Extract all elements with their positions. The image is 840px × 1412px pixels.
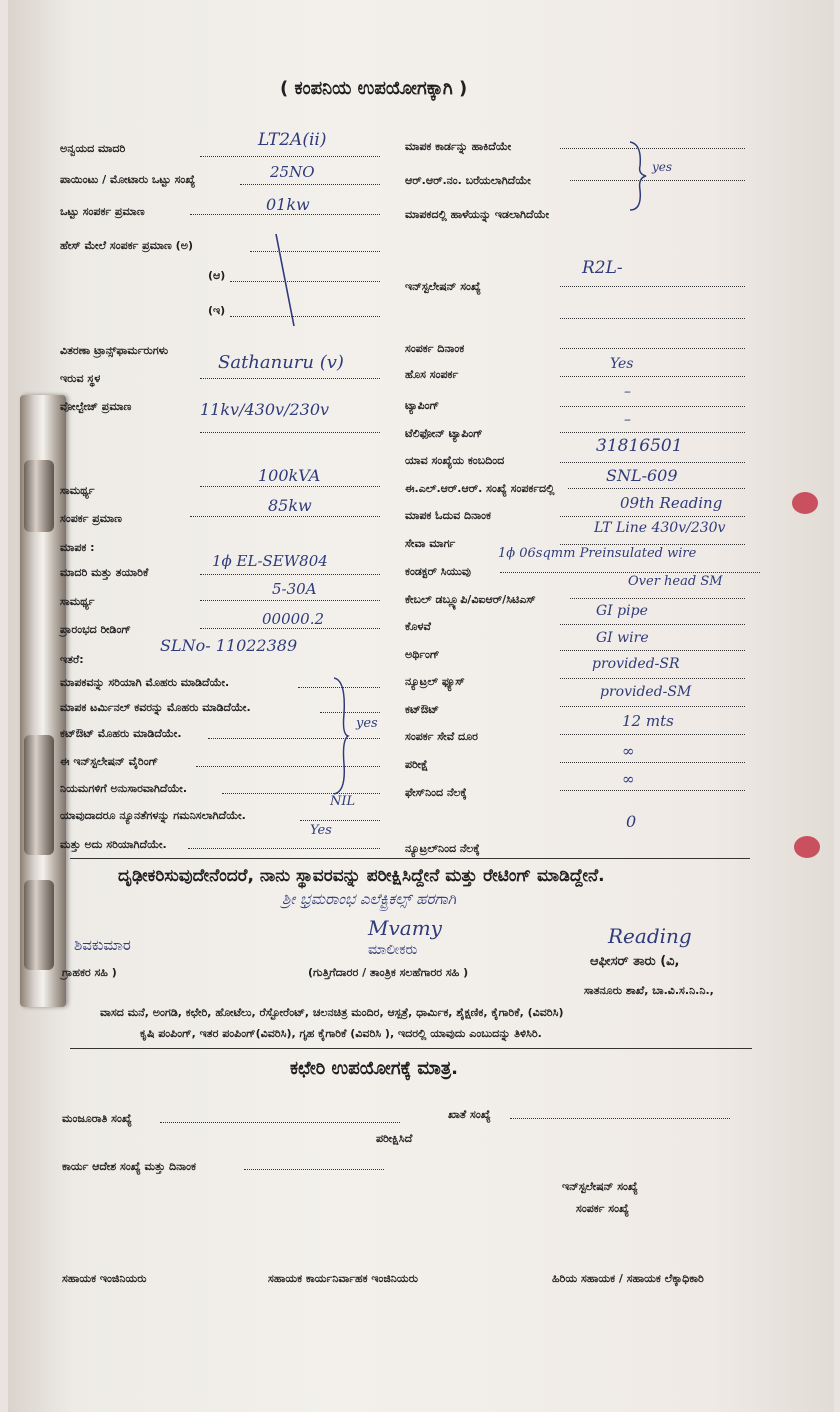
conductor-size-value: 1ϕ 06sqmm Preinsulated wire [498, 546, 697, 561]
load-points-line [240, 184, 380, 185]
phase-earth-label: ಫೇಸ್‌ನಿಂದ ನೆಲಕ್ಕೆ [405, 786, 467, 799]
page-title: ( ಕಂಪನಿಯ ಉಪಯೋಗಕ್ಕಾಗಿ ) [280, 78, 468, 99]
total-load-value: 01kw [266, 195, 310, 214]
note-value: SLNo- 11022389 [160, 636, 298, 655]
service-distance-value: 12 mts [622, 712, 674, 730]
phase-load-strike-mark [270, 230, 300, 330]
meter-card-label: ಮಾಪಕ ಕಾರ್ಡನ್ನು ಹಾಕಿದೆಯೇ [405, 140, 512, 153]
meter-capacity-label: ಸಾಮರ್ಥ್ಯ [60, 595, 95, 608]
certification-statement: ದೃಢೀಕರಿಸುವುದೇನೆಂದರೆ, ನಾನು ಸ್ಥಾವರವನ್ನು ಪರೀಕ್ಷಿಸಿದ್ದೇನೆ ಮತ್ತು ರೇಟಿಂಗ್ ಮಾಡಿದ್ದೇನೆ. [118, 866, 605, 886]
cutout-label: ಕಟ್‌ಔಟ್ [405, 703, 439, 716]
service-distance-label: ಸಂಪರ್ಕ ಸೇವೆ ದೂರ [405, 730, 478, 743]
capacity-label: ಸಾಮರ್ಥ್ಯ [60, 484, 95, 497]
check-line-3 [208, 738, 380, 739]
assistant-engineer-label: ಸಹಾಯಕ ಇಂಜಿನಿಯರು [62, 1272, 147, 1285]
tapping-label: ಟ್ಯಾಪಿಂಗ್ [405, 399, 440, 412]
installation-no-line [560, 286, 745, 287]
phase-load-c-label: (ಇ) [208, 304, 226, 317]
from-which-no-value: 31816501 [596, 436, 683, 456]
tapping-value: – [624, 384, 631, 400]
total-load-line [190, 214, 380, 215]
neutral-earth-label: ನ್ಯೂಟ್ರಲ್‌ನಿಂದ ನೆಲಕ್ಕೆ [405, 842, 480, 855]
office-installation-no-label: ಇನ್‌ಸ್ಟಲೇಷನ್ ಸಂಖ್ಯೆ [562, 1180, 638, 1193]
rr-written-line [570, 180, 745, 181]
work-order-line [244, 1169, 384, 1170]
installation-no-value: R2L- [582, 258, 623, 278]
binder-clip-bottom [24, 880, 54, 970]
neutral-earth-value: 0 [626, 812, 637, 831]
pipe-line [560, 624, 745, 625]
cutout-line [560, 706, 745, 707]
voltage-label: ವೋಲ್ಟೇಜ್ ಪ್ರಮಾಣ [60, 400, 132, 413]
phase-earth-line [560, 790, 745, 791]
load-points-label: ಪಾಯಿಂಟು / ಮೋಟಾರು ಒಟ್ಟು ಸಂಖ್ಯೆ [60, 173, 196, 186]
rr-written-label: ಆರ್.ಆರ್.ನಂ. ಬರೆಯಲಾಗಿದೆಯೇ [405, 174, 531, 187]
voltage-line [200, 432, 380, 433]
tapping-line [560, 406, 745, 407]
contractor-owner-stamp: ಮಾಲೀಕರು [368, 942, 418, 958]
punch-hole-bottom [794, 836, 820, 858]
card-yes-mark: yes [652, 160, 673, 174]
conductor-size-line [500, 572, 760, 573]
neutral-fuse-label: ನ್ಯೂಟ್ರಲ್ ಫ್ಯೂಸ್ [405, 675, 465, 688]
card-kept-label: ಮಾಪಕದಲ್ಲಿ ಹಾಳೆಯನ್ನು ಇಡಲಾಗಿದೆಯೇ [405, 208, 549, 221]
account-no-label: ಖಾತೆ ಸಂಖ್ಯೆ [448, 1108, 491, 1121]
phase-earth-value: ∞ [622, 770, 635, 788]
contractor-stamp: ಶ್ರೀ ಭ್ರಮರಾಂಭ ಎಲೆಕ್ಟ್ರಿಕಲ್ಸ್ ಹರಗಾಗಿ [282, 890, 457, 908]
phase-load-a-label: ಹೇಸ್ ಮೇಲೆ ಸಂಪರ್ಕ ಪ್ರಮಾಣ (ಅ) [60, 239, 193, 252]
telephone-tapping-line [560, 432, 745, 433]
meter-reading-date-line [560, 516, 745, 517]
neutral-fuse-value: provided-SR [592, 656, 680, 672]
checks-yes-mark: yes [356, 716, 378, 731]
from-which-no-line [560, 462, 745, 463]
telephone-tapping-value: – [624, 412, 631, 428]
el-rr-no-value: SNL-609 [606, 466, 678, 485]
sanction-no-line [160, 1122, 400, 1123]
pipe-label: ಕೊಳವೆ [405, 620, 431, 633]
account-no-line [510, 1118, 730, 1119]
connected-load-line [190, 516, 380, 517]
check-item-6: ಯಾವುದಾದರೂ ನ್ಯೂನತೆಗಳನ್ನು ಗಮನಿಸಲಾಗಿದೆಯೇ. [60, 809, 246, 822]
check-item-3: ಕಟ್‌ಔಟ್ ಮೊಹರು ಮಾಡಿದೆಯೇ. [60, 727, 182, 740]
total-load-label: ಒಟ್ಟು ಸಂಪರ್ಕ ಪ್ರಮಾಣ [60, 205, 145, 218]
check-line-7 [188, 848, 380, 849]
initial-reading-value: 00000.2 [262, 610, 325, 628]
meter-reading-date-value: 09th Reading [620, 494, 723, 512]
installation-no-line-2 [560, 318, 745, 319]
service-route-label: ಸೇವಾ ಮಾರ್ಗ [405, 537, 456, 550]
telephone-tapping-label: ಟೆಲಿಫೋನ್ ಟ್ಯಾಪಿಂಗ್ [405, 427, 483, 440]
connected-load-label: ಸಂಪರ್ಕ ಪ್ರಮಾಣ [60, 512, 122, 525]
load-points-value: 25NO [270, 163, 315, 181]
connection-date-label: ಸಂಪರ್ಕ ದಿನಾಂಕ [405, 342, 465, 355]
check-item-2: ಮಾಪಕ ಟರ್ಮಿನಲ್ ಕವರನ್ನು ಮೊಹರು ಮಾಡಿದೆಯೇ. [60, 701, 251, 714]
meter-make-line [200, 574, 380, 575]
divider-bottom [70, 1048, 752, 1049]
location-label: ಇರುವ ಸ್ಥಳ [60, 372, 101, 385]
resistance-line [560, 762, 745, 763]
check-item-4: ಈ ಇನ್‌ಸ್ಟಲೇಷನ್ ವೈರಿಂಗ್ [60, 755, 159, 768]
office-connection-no-label: ಸಂಪರ್ಕ ಸಂಖ್ಯೆ [576, 1202, 629, 1215]
tariff-value: LT2A(ii) [258, 130, 327, 150]
new-connection-label: ಹೊಸ ಸಂಪರ್ಕ [405, 368, 459, 381]
sanction-no-label: ಮಂಜೂರಾತಿ ಸಂಖ್ಯೆ [62, 1112, 132, 1125]
tariff-line [200, 156, 380, 157]
new-connection-line [560, 376, 745, 377]
voltage-value: 11kv/430v/230v [200, 400, 330, 419]
officer-title: ಆಫೀಸರ್ ತಾರು (ವಿ, [590, 954, 680, 969]
divider-top [70, 858, 750, 859]
meter-make-label: ಮಾದರಿ ಮತ್ತು ತಯಾರಿಕೆ [60, 566, 149, 579]
el-rr-no-line [568, 488, 745, 489]
resistance-value: ∞ [622, 742, 635, 760]
location-value: Sathanuru (v) [218, 352, 344, 373]
checks-final-yes: Yes [310, 823, 332, 838]
transformer-label: ವಿತರಣಾ ಟ್ರಾನ್ಸ್‌ಫಾರ್ಮರುಗಳು [60, 344, 169, 357]
check-line-6 [300, 820, 380, 821]
earthing-line [560, 650, 745, 651]
check-item-5: ನಿಯಮಗಳಿಗೆ ಅನುಸಾರವಾಗಿದೆಯೇ. [60, 782, 188, 795]
consumer-signature: ಶಿವಕುಮಾರ [74, 936, 131, 954]
phase-load-b-line [230, 281, 380, 282]
from-which-no-label: ಯಾವ ಸಂಖ್ಯೆಯ ಕಂಬದಿಂದ [405, 454, 505, 467]
meter-capacity-value: 5-30A [272, 580, 317, 598]
capacity-value: 100kVA [258, 466, 321, 485]
note-label: ಇತರೆ: [60, 653, 84, 666]
el-rr-no-label: ಈ.ಎಲ್.ಆರ್.ಆರ್. ಸಂಖ್ಯೆ ಸಂಪರ್ಕದಲ್ಲಿ [405, 482, 555, 495]
checked-label: ಪರೀಕ್ಷಿಸಿದೆ [376, 1132, 413, 1145]
officer-office: ಸಾತನೂರು ಶಾಖೆ, ಬಾ.ವಿ.ಸ.ನಿ.ನಿ., [584, 984, 714, 997]
contractor-signature: Mvamy [368, 916, 442, 940]
meter-label: ಮಾಪಕ : [60, 541, 95, 554]
check-item-7: ಮತ್ತು ಅದು ಸರಿಯಾಗಿದೆಯೇ. [60, 838, 167, 851]
service-route-value: LT Line 430v/230v [594, 520, 726, 536]
binder-clip-middle [24, 735, 54, 855]
earthing-value: GI wire [596, 630, 649, 646]
new-connection-value: Yes [610, 356, 634, 372]
cable-label: ಕೇಬಲ್ ಡಬ್ಲ್ಯೂಪಿ/ವಿಐಆರ್/ಸಿಟಿಎಸ್ [405, 593, 536, 606]
conductor-size-label: ಕಂಡಕ್ಟರ್ ಸಿಯುವು [405, 565, 471, 578]
meter-capacity-line [200, 600, 380, 601]
meter-make-value: 1ϕ EL-SEW804 [212, 552, 328, 570]
punch-hole-top [792, 492, 818, 514]
initial-reading-label: ಪ್ರಾರಂಭದ ರೀಡಿಂಗ್ [60, 623, 131, 636]
card-brace-mark [624, 138, 654, 214]
phase-load-c-line [230, 316, 380, 317]
checks-brace-mark [330, 674, 354, 798]
location-line [200, 378, 380, 379]
earthing-label: ಅರ್ಥಿಂಗ್ [405, 648, 440, 661]
check-item-1: ಮಾಪಕವನ್ನು ಸರಿಯಾಗಿ ಮೊಹರು ಮಾಡಿದೆಯೇ. [60, 676, 230, 689]
connected-load-value: 85kw [268, 496, 312, 515]
cable-value: Over head SM [628, 574, 723, 589]
installation-no-label: ಇನ್‌ಸ್ಟಲೇಷನ್ ಸಂಖ್ಯೆ [405, 280, 481, 293]
connection-date-line [560, 348, 745, 349]
binder-clip-top [24, 460, 54, 532]
accounts-officer-label: ಹಿರಿಯ ಸಹಾಯಕ / ಸಹಾಯಕ ಲೆಕ್ಕಾಧಿಕಾರಿ [552, 1272, 704, 1285]
asst-executive-engineer-label: ಸಹಾಯಕ ಕಾರ್ಯನಿರ್ವಾಹಕ ಇಂಜಿನಿಯರು [268, 1272, 419, 1285]
office-use-heading: ಕಛೇರಿ ಉಪಯೋಗಕ್ಕೆ ಮಾತ್ರ. [290, 1058, 458, 1079]
service-distance-line [560, 734, 745, 735]
tariff-label: ಅನ್ವಯದ ಮಾದರಿ [60, 142, 126, 155]
service-route-line [560, 544, 745, 545]
cutout-value: provided-SM [600, 684, 692, 700]
initial-reading-line [200, 628, 380, 629]
work-order-label: ಕಾರ್ಯ ಆದೇಶ ಸಂಖ್ಯೆ ಮತ್ತು ದಿನಾಂಕ [62, 1160, 196, 1173]
cable-line [570, 598, 745, 599]
consumer-signature-label: ಗ್ರಾಹಕರ ಸಹಿ ) [62, 966, 117, 979]
check-line-5 [222, 793, 380, 794]
categories-line-2: ಕೃಷಿ ಪಂಪಿಂಗ್, ಇತರ ಪಂಪಿಂಗ್(ವಿವರಿಸಿ), ಗೃಹ ಕೈಗಾರಿಕೆ (ವಿವರಿಸಿ ), ಇದರಲ್ಲಿ ಯಾವುದು ಎಂಬುದನ್ನು ತಿಳಿಸಿರಿ. [140, 1027, 542, 1040]
phase-load-b-label: (ಆ) [208, 269, 226, 282]
pipe-value: GI pipe [596, 603, 648, 619]
meter-reading-date-label: ಮಾಪಕ ಓದುವ ದಿನಾಂಕ [405, 509, 491, 522]
resistance-label: ಪರೀಕ್ಷೆ [405, 758, 429, 771]
neutral-fuse-line [560, 678, 745, 679]
checks-nil-value: NIL [330, 794, 356, 809]
officer-signature: Reading [608, 924, 692, 948]
contractor-signature-label: (ಗುತ್ತಿಗೆದಾರರ / ತಾಂತ್ರಿಕ ಸಲಹೆಗಾರರ ಸಹಿ ) [308, 966, 469, 979]
capacity-line [200, 486, 380, 487]
categories-line-1: ವಾಸದ ಮನೆ, ಅಂಗಡಿ, ಕಛೇರಿ, ಹೋಟೆಲು, ರೆಸ್ಟೋರೆಂಟ್, ಚಲನಚಿತ್ರ ಮಂದಿರ, ಆಸ್ಪತ್ರೆ, ಧಾರ್ಮಿಕ, ಶೈಕ್ಷಣಿಕ, ಕೈಗಾರಿಕೆ, (ವಿವರಿಸಿ) [100, 1006, 564, 1019]
